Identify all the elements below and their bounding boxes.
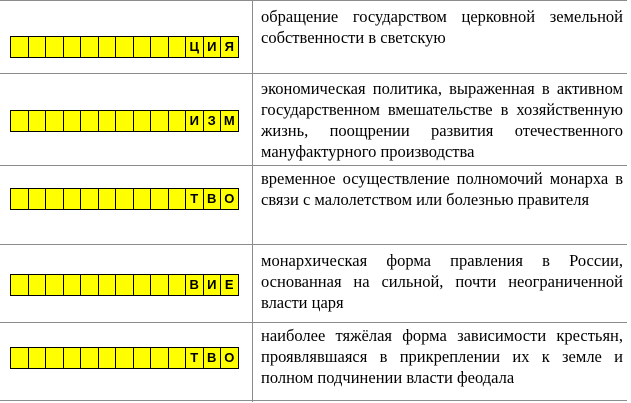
letter-cell [29, 111, 47, 131]
letter-cell [116, 275, 134, 295]
letter-grid [10, 347, 239, 369]
letter-cell [99, 37, 117, 57]
letter-grid [10, 188, 239, 210]
term-cell [0, 166, 253, 244]
term-cell [0, 74, 253, 165]
letter-cell [151, 111, 169, 131]
letter-cell [134, 348, 152, 368]
letter-cell [29, 275, 47, 295]
letter-grid [10, 110, 239, 132]
letter-cell [64, 275, 82, 295]
letter-cell: В [186, 275, 204, 295]
table-row [0, 74, 627, 166]
letter-cell [134, 111, 152, 131]
letter-cell [134, 275, 152, 295]
letter-cell [29, 189, 47, 209]
definition-text: монархическая форма правления в России, основанная на сильной, почти неограниченной власти царя [261, 251, 623, 312]
letter-cell [64, 189, 82, 209]
letter-cell: З [204, 111, 222, 131]
letter-cell [134, 37, 152, 57]
letter-cell [169, 348, 187, 368]
letter-cell: Т [186, 189, 204, 209]
letter-cell [11, 37, 29, 57]
letter-cell [151, 348, 169, 368]
term-cell [0, 1, 253, 73]
letter-cell [11, 348, 29, 368]
letter-cell [81, 37, 99, 57]
letter-cell [11, 275, 29, 295]
letter-cell: Я [221, 37, 239, 57]
letter-cell [11, 111, 29, 131]
letter-cell [64, 111, 82, 131]
letter-cell: Т [186, 348, 204, 368]
letter-cell [169, 111, 187, 131]
letter-cell [116, 37, 134, 57]
letter-cell [151, 189, 169, 209]
letter-cell [46, 37, 64, 57]
term-cell [0, 245, 253, 322]
letter-cell [169, 275, 187, 295]
letter-cell: О [221, 348, 239, 368]
letter-cell [81, 348, 99, 368]
table-row [0, 1, 627, 74]
letter-cell: В [204, 189, 222, 209]
table-row [0, 166, 627, 245]
definition-text: экономическая политика, выраженная в активном государственном вмешательстве в хозяйственную жизнь, поощрении развития отечественного мануфактурного производства [261, 79, 623, 161]
letter-cell: О [221, 189, 239, 209]
letter-cell [29, 348, 47, 368]
letter-grid [10, 274, 239, 296]
letter-cell [64, 348, 82, 368]
letter-cell: Е [221, 275, 239, 295]
table-row [0, 323, 627, 402]
letter-cell: В [204, 348, 222, 368]
letter-cell [11, 189, 29, 209]
definition-text: наиболее тяжёлая форма зависимости крестьян, проявлявшаяся в прикреплении их к земле и полном подчинении власти феодала [261, 326, 623, 387]
letter-cell [81, 189, 99, 209]
letter-cell [46, 189, 64, 209]
definition-text: обращение государством церковной земельной собственности в светскую [261, 7, 623, 47]
letter-cell [169, 189, 187, 209]
letter-cell [46, 111, 64, 131]
letter-cell [151, 37, 169, 57]
letter-cell: И [186, 111, 204, 131]
letter-cell [134, 189, 152, 209]
letter-cell [81, 111, 99, 131]
letter-cell [169, 37, 187, 57]
letter-cell: М [221, 111, 239, 131]
letter-cell [116, 189, 134, 209]
letter-cell [99, 348, 117, 368]
letter-cell [151, 275, 169, 295]
letter-cell: Ц [186, 37, 204, 57]
letter-cell: И [204, 275, 222, 295]
letter-cell [116, 348, 134, 368]
definition-text: временное осуществление полномочий монарха в связи с малолетством или болезнью правителя [261, 169, 623, 209]
term-cell [0, 323, 253, 402]
letter-cell [64, 37, 82, 57]
letter-cell [46, 275, 64, 295]
letter-cell [99, 275, 117, 295]
letter-cell: И [204, 37, 222, 57]
letter-cell [116, 111, 134, 131]
letter-grid [10, 36, 239, 58]
letter-cell [29, 37, 47, 57]
letter-cell [46, 348, 64, 368]
table-row [0, 245, 627, 323]
letter-cell [81, 275, 99, 295]
letter-cell [99, 111, 117, 131]
letter-cell [99, 189, 117, 209]
